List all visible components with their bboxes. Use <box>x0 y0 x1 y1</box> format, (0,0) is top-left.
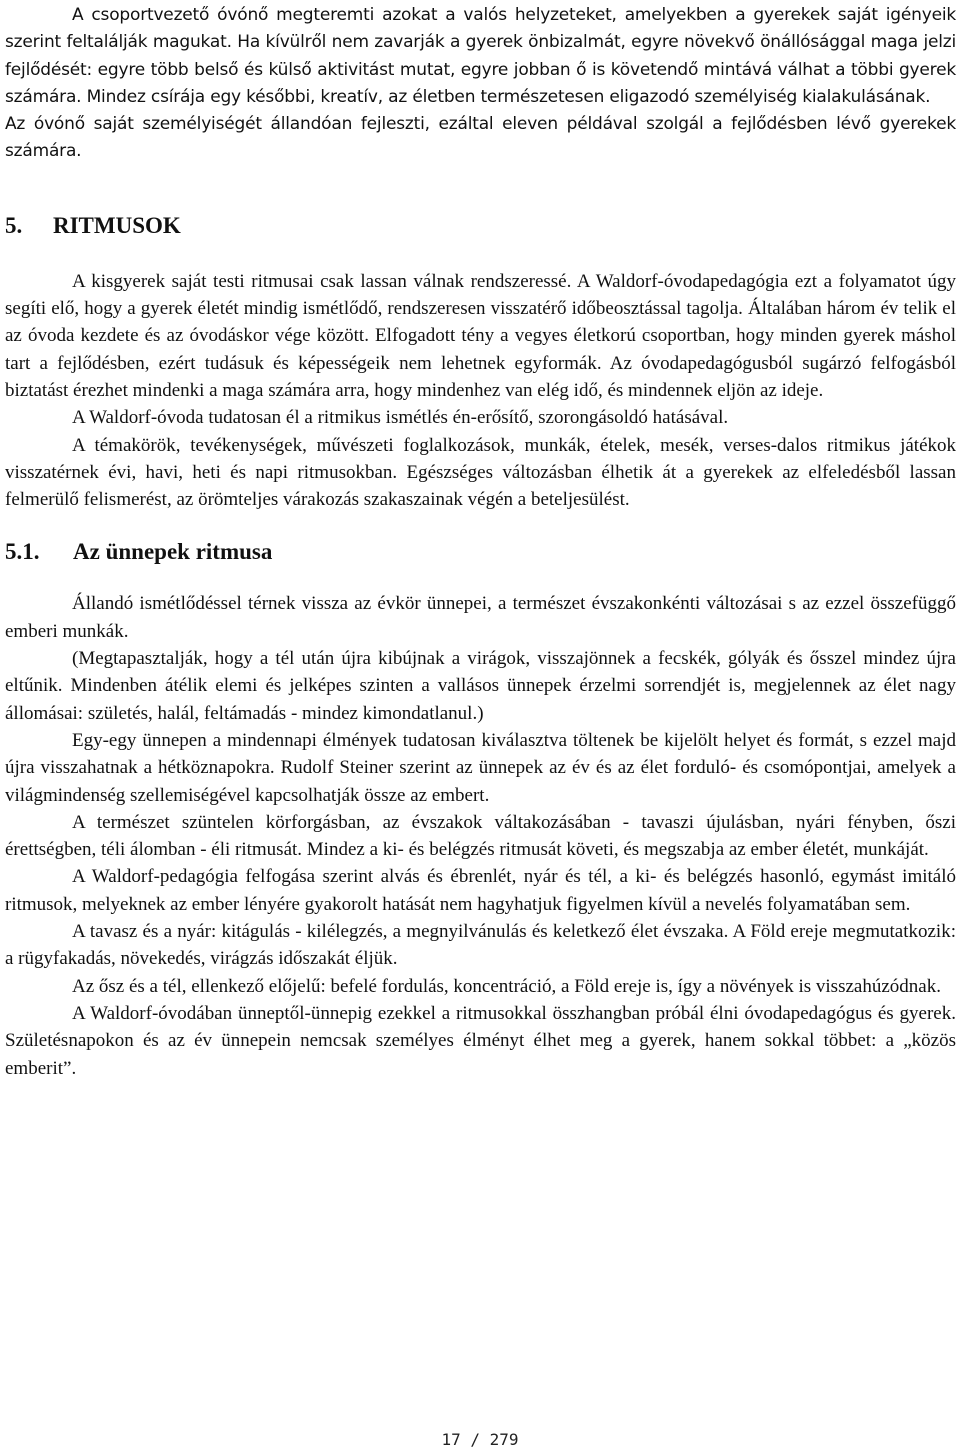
subsection-title: Az ünnepek ritmusa <box>73 539 273 565</box>
body-paragraph: Egy-egy ünnepen a mindennapi élmények tudatosan kiválasztva töltenek be kijelölt helyet és formát, s ezzel majd újra visszahatnak a hétköznapokra. Rudolf Steiner szerint az ünnepek az év és az élet forduló- és csomópontjai, amelyek a világmindenség szellemiségével kapcsolhatják össze az embert. <box>5 729 956 806</box>
intro-paragraph: Az óvónő saját személyiségét állandóan fejleszti, ezáltal eleven példával szolgál a fejlődésben lévő gyerekek számára. <box>5 114 956 162</box>
body-paragraph: A témakörök, tevékenységek, művészeti foglalkozások, munkák, ételek, mesék, verses-dalos ritmikus játékok visszatérnek évi, havi, heti és napi ritmusokban. Egészséges változásban élhetik át a gyerekek az elfeledésből lassan felmerülő felismerést, az örömteljes várakozás szakaszainak végén a beteljesülést. <box>5 434 956 511</box>
body-paragraph: A Waldorf-óvodában ünneptől-ünnepig ezekkel a ritmusokkal összhangban próbál élni óvodapedagógus és gyerek. Születésnapokon és az év ünnepein nemcsak személyes élményt élhet meg a gyerek, hanem sokkal többet: a „közös emberit”. <box>5 1002 956 1079</box>
subsection-heading-unnepek-ritmusa <box>5 538 956 566</box>
section-heading-ritmusok <box>5 212 956 240</box>
page-number: 17 / 279 <box>441 1430 519 1449</box>
body-paragraph: A Waldorf-pedagógia felfogása szerint alvás és ébrenlét, nyár és tél, a ki- és belégzés hasonló, egymást imitáló ritmusok, melyeknek az ember lényére gyakorolt hatását nem hagyhatjuk figyelmen kívül a nevelés folyamatában sem. <box>5 866 956 915</box>
body-paragraph: A tavasz és a nyár: kitágulás - kilélegzés, a megnyilvánulás és keletkező élet évszaka. A Föld ereje megmutatkozik: a rügyfakadás, növekedés, virágzás időszakát éljük. <box>5 921 956 970</box>
body-paragraph: A Waldorf-óvoda tudatosan él a ritmikus ismétlés én-erősítő, szorongásoldó hatásával. <box>72 407 729 429</box>
section-number: 5. <box>5 212 23 238</box>
subsection-number: 5.1. <box>5 539 40 565</box>
body-paragraph: Állandó ismétlődéssel térnek vissza az évkör ünnepei, a természet évszakonkénti változásai s az ezzel összefüggő emberi munkák. <box>5 593 956 642</box>
body-paragraph: (Megtapasztalják, hogy a tél után újra kibújnak a virágok, visszajönnek a fecskék, gólyák és ősszel mindez újra eltűnik. Mindenben átélik elemi és jelképes szinten a vallásos ünnepek érzelmi sorrendjét is, megjelennek az élet nagy állomásai: születés, halál, feltámadás - mindez kimondatlanul.) <box>5 648 956 724</box>
section-title: RITMUSOK <box>53 212 181 238</box>
intro-paragraph: A csoportvezető óvónő megteremti azokat a valós helyzeteket, amelyekben a gyerekek saját igényeik szerint feltalálják magukat. Ha kívülről nem zavarják a gyerek önbizalmát, egyre növekvő önállósággal maga jelzi fejlődését: egyre több belső és külső aktivitást mutat, egyre jobban ő is követendő mintává válhat a többi gyerek számára. Mindez csírája egy későbbi, kreatív, az életben természetesen eligazodó személyiség kialakulásának. <box>5 5 956 107</box>
body-paragraph: A kisgyerek saját testi ritmusai csak lassan válnak rendszeressé. A Waldorf-óvodapedagógia ezt a folyamatot úgy segíti elő, hogy a gyerek életét mindig ismétlődő, rendszeresen visszatérő időbeosztással tagolja. Általában három év telik el az óvoda kezdete és az óvodáskor vége között. Elfogadott tény a vegyes életkorú csoportban, hogy minden gyerek máshol tart a fejlődésben, ezért tudásuk és képességeik nem lehetnek egyformák. Az óvodapedagógusból sugárzó felfogásból biztatást érezhet mindenki a maga számára arra, hogy mindenhez van elég idő, és mindennek eljön az ideje. <box>5 270 956 401</box>
body-paragraph: A természet szüntelen körforgásban, az évszakok váltakozásában - tavaszi újulásban, nyári fényben, őszi érettségben, téli álomban - éli ritmusát. Mindez a ki- és belégzés ritmusát követi, és megszabja az ember életét, munkáját. <box>5 811 956 861</box>
body-paragraph: Az ősz és a tél, ellenkező előjelű: befelé fordulás, koncentráció, a Föld ereje is, így a növények is visszahúzódnak. <box>72 975 941 997</box>
page-body <box>5 2 956 1082</box>
